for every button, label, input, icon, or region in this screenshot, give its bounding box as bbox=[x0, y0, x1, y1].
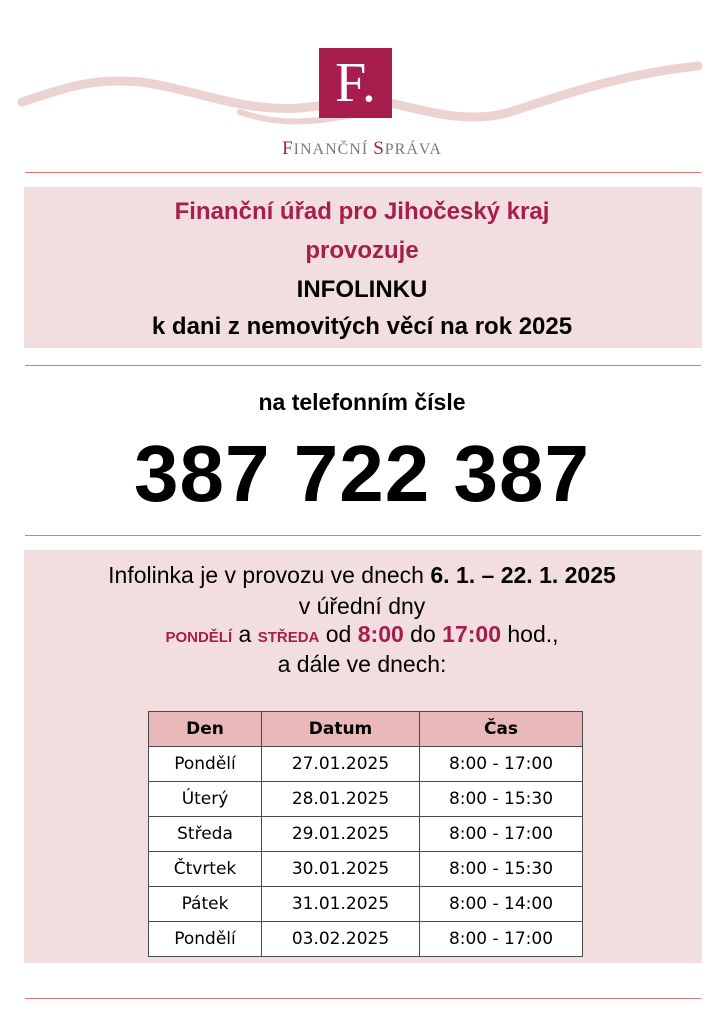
cell-time: 8:00 - 15:30 bbox=[420, 782, 583, 817]
brand-wordmark bbox=[0, 138, 724, 160]
to-text: do bbox=[403, 621, 443, 647]
table-row bbox=[149, 887, 583, 922]
time-to: 17:00 bbox=[442, 621, 501, 647]
hours-line-2: v úřední dny bbox=[298, 593, 426, 619]
cell-day: Pondělí bbox=[149, 922, 262, 957]
divider-top bbox=[25, 172, 701, 173]
brand-text-1: INANČNÍ bbox=[293, 141, 374, 158]
table-row bbox=[149, 852, 583, 887]
and-text: a bbox=[232, 621, 258, 647]
cell-date: 27.01.2025 bbox=[262, 747, 420, 782]
hours-line-3 bbox=[0, 621, 724, 648]
header-den: Den bbox=[149, 712, 262, 747]
hours-unit: hod., bbox=[501, 621, 559, 647]
brand-initial-f: F bbox=[282, 138, 294, 159]
operates-text: provozuje bbox=[305, 237, 419, 264]
from-text: od bbox=[319, 621, 358, 647]
hours-line-4: a dále ve dnech: bbox=[277, 651, 447, 677]
brand-text-2: PRÁVA bbox=[384, 141, 442, 158]
cell-date: 28.01.2025 bbox=[262, 782, 420, 817]
cell-date: 30.01.2025 bbox=[262, 852, 420, 887]
table-row bbox=[149, 817, 583, 852]
cell-day: Pondělí bbox=[149, 747, 262, 782]
logo-letter: F. bbox=[335, 52, 376, 114]
time-from: 8:00 bbox=[357, 621, 404, 647]
cell-time: 8:00 - 17:00 bbox=[420, 817, 583, 852]
divider-3 bbox=[25, 535, 701, 536]
hours-line-1 bbox=[0, 562, 724, 589]
cell-date: 03.02.2025 bbox=[262, 922, 420, 957]
phone-number: 387 722 387 bbox=[134, 429, 590, 518]
schedule-table bbox=[148, 711, 583, 957]
cell-time: 8:00 - 15:30 bbox=[420, 852, 583, 887]
infolinka-heading: INFOLINKU bbox=[296, 276, 428, 303]
cell-date: 31.01.2025 bbox=[262, 887, 420, 922]
cell-date: 29.01.2025 bbox=[262, 817, 420, 852]
cell-time: 8:00 - 17:00 bbox=[420, 747, 583, 782]
office-title: Finanční úřad pro Jihočeský kraj bbox=[174, 198, 550, 225]
cell-day: Čtvrtek bbox=[149, 852, 262, 887]
hours-intro-text: Infolinka je v provozu ve dnech bbox=[108, 562, 431, 588]
day-wednesday: STŘEDA bbox=[257, 629, 320, 646]
table-row bbox=[149, 782, 583, 817]
divider-2 bbox=[25, 365, 701, 366]
cell-time: 8:00 - 17:00 bbox=[420, 922, 583, 957]
cell-time: 8:00 - 14:00 bbox=[420, 887, 583, 922]
brand-initial-s: S bbox=[373, 138, 385, 159]
header-datum: Datum bbox=[262, 712, 420, 747]
table-row bbox=[149, 747, 583, 782]
financni-sprava-logo bbox=[319, 48, 392, 118]
header-cas: Čas bbox=[420, 712, 583, 747]
phone-label: na telefonním čísle bbox=[258, 389, 466, 415]
cell-day: Středa bbox=[149, 817, 262, 852]
table-row bbox=[149, 922, 583, 957]
cell-day: Pátek bbox=[149, 887, 262, 922]
table-header-row bbox=[149, 712, 583, 747]
hours-date-range: 6. 1. – 22. 1. 2025 bbox=[430, 562, 616, 588]
tax-subject: k dani z nemovitých věcí na rok 2025 bbox=[151, 313, 573, 340]
cell-day: Úterý bbox=[149, 782, 262, 817]
day-monday: PONDĚLÍ bbox=[165, 629, 233, 646]
divider-bottom bbox=[25, 998, 701, 999]
